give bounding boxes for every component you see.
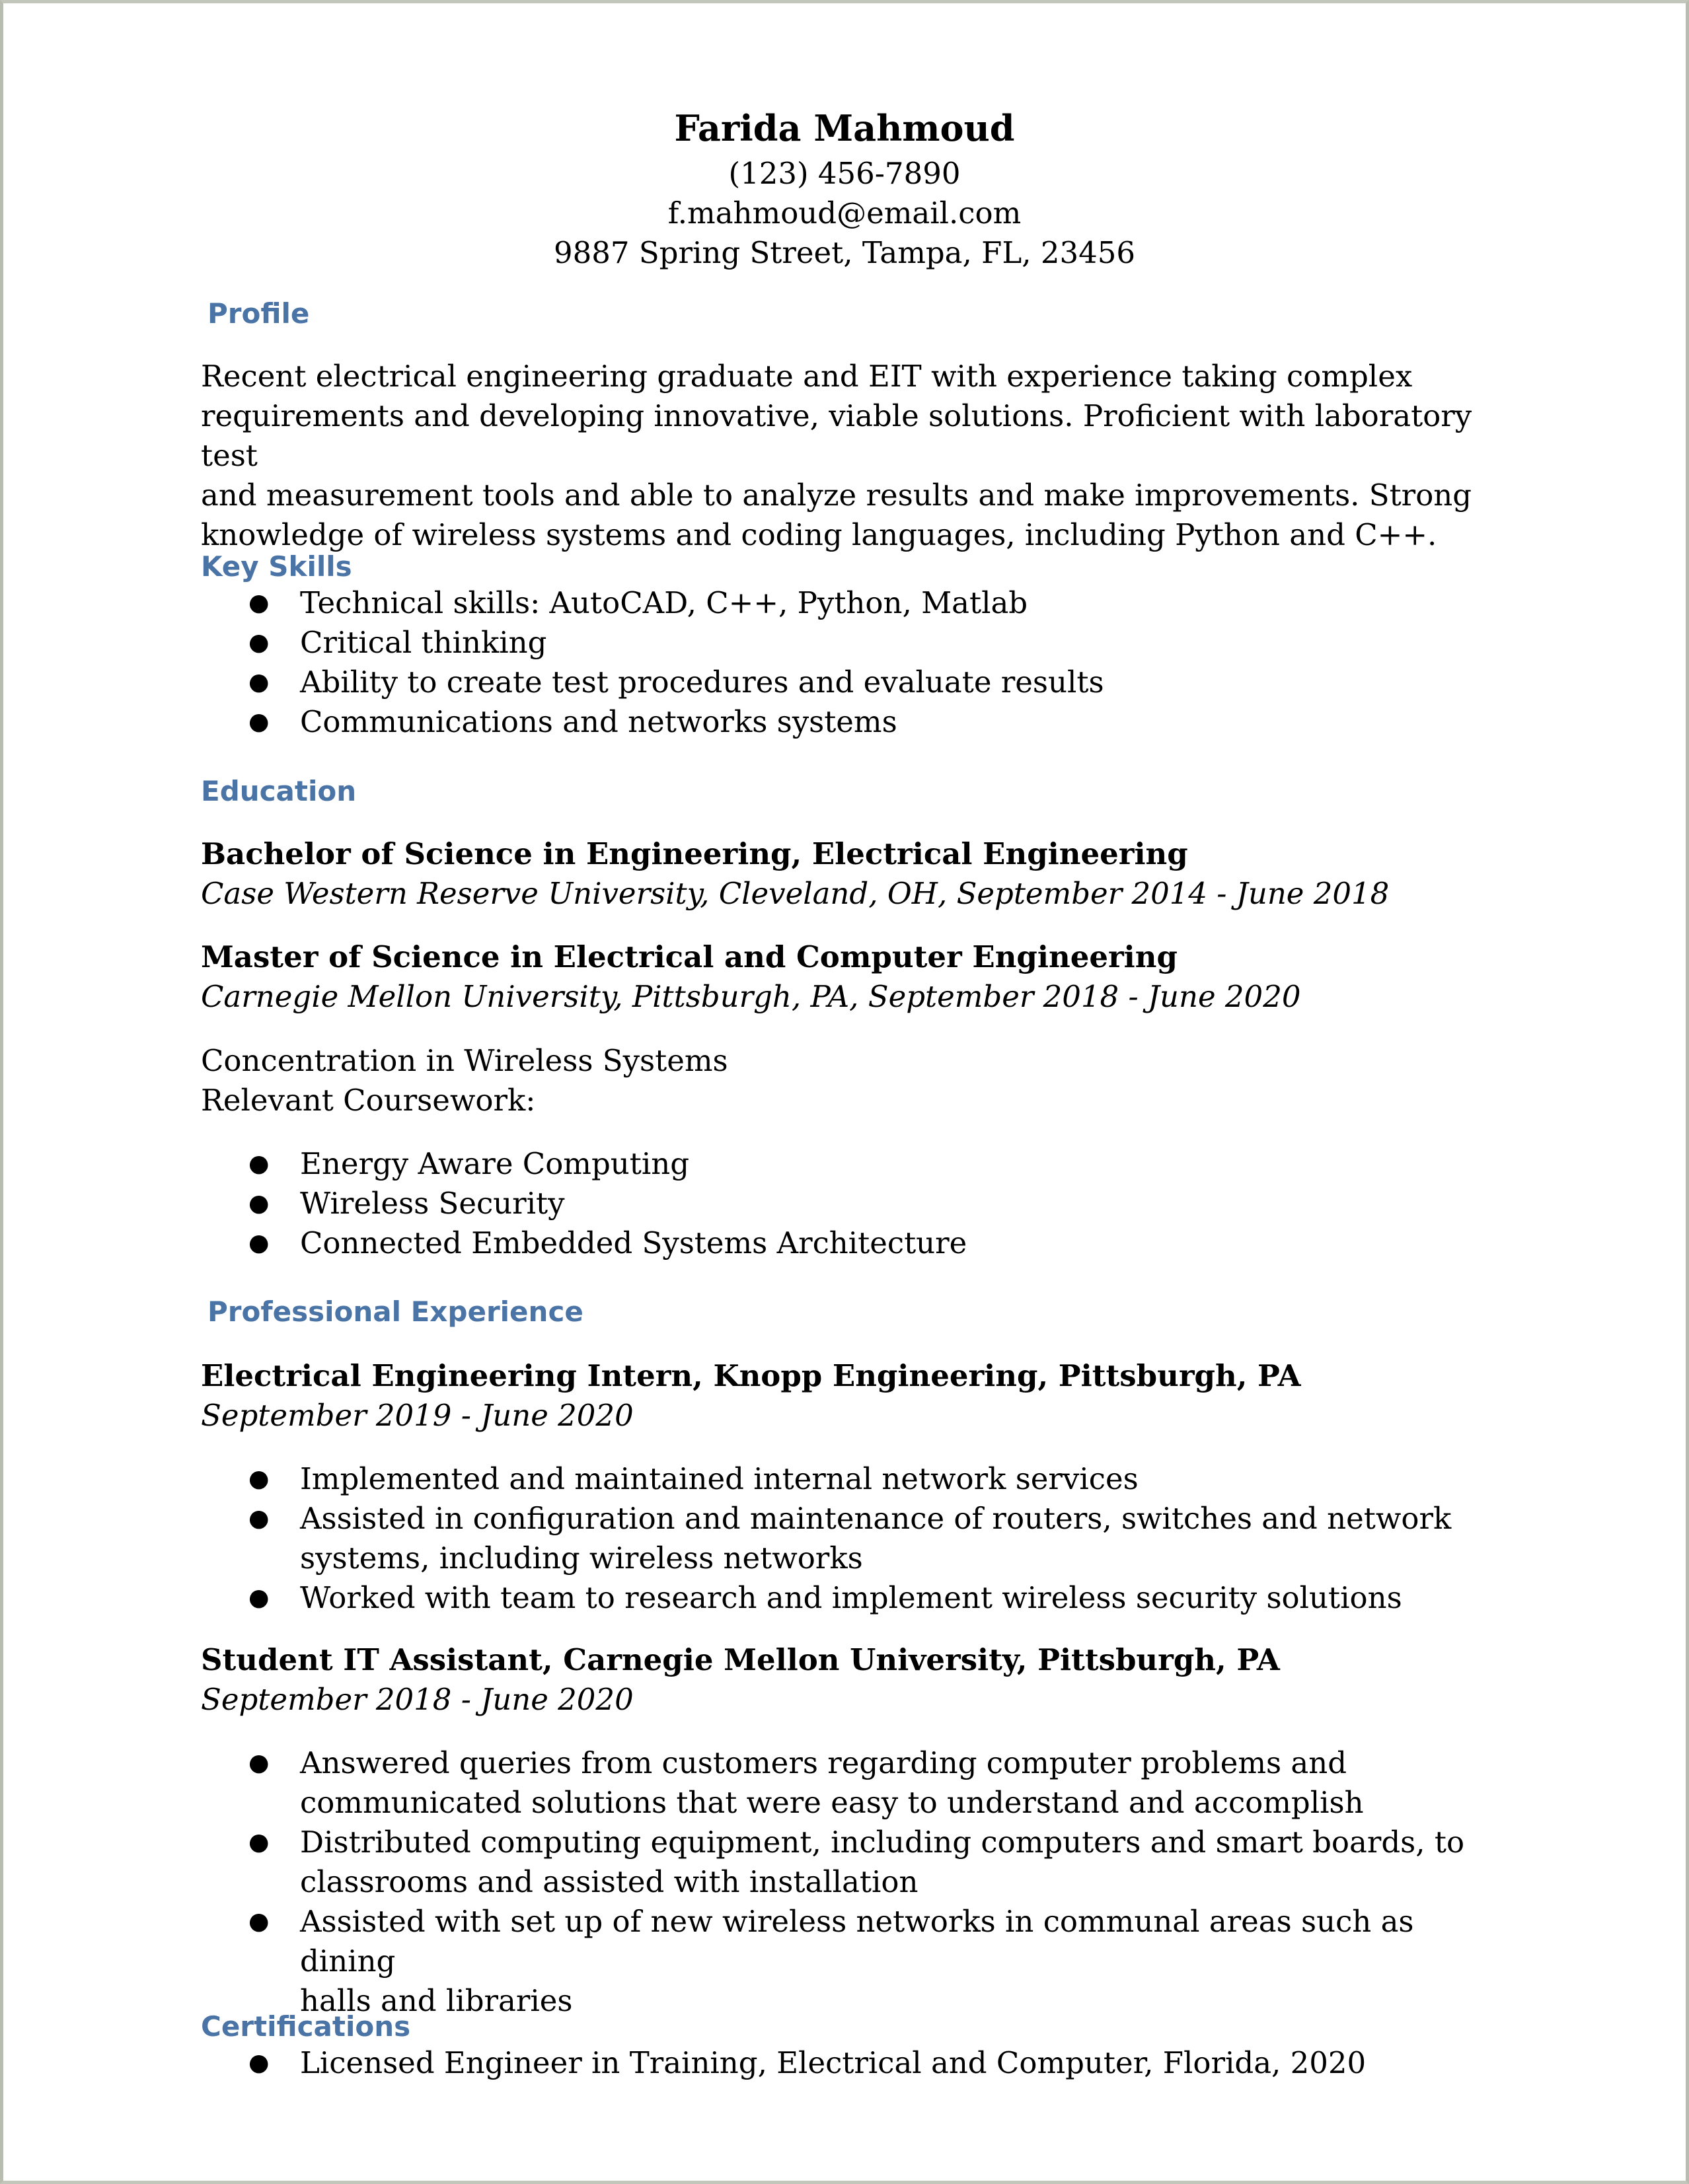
skills-list	[201, 583, 1516, 742]
job-bullets	[201, 1459, 1516, 1618]
candidate-name: Farida Mahmoud	[674, 107, 1015, 149]
bullet-icon: ●	[248, 1465, 270, 1492]
list-item: ● Assisted with set up of new wireless networks in communal areas such as dining halls and libraries	[201, 1902, 1516, 2021]
list-item: ● Ability to create test procedures and evaluate results	[201, 663, 1516, 702]
list-item: ● Connected Embedded Systems Architecture	[201, 1223, 1516, 1263]
bullet-icon: ●	[248, 1150, 270, 1177]
profile-line: knowledge of wireless systems and coding languages, including Python and C++.	[201, 517, 1437, 552]
email-address: f.mahmoud@email.com	[667, 196, 1022, 231]
list-item: ● Distributed computing equipment, including computers and smart boards, to classrooms and assisted with installation	[201, 1823, 1516, 1902]
list-item: ● Critical thinking	[201, 623, 1516, 663]
list-item: ● Wireless Security	[201, 1184, 1516, 1223]
section-title-key-skills: Key Skills	[201, 550, 352, 583]
section-title-education: Education	[201, 775, 357, 807]
coursework-list	[201, 1144, 1516, 1263]
list-item: ● Energy Aware Computing	[201, 1144, 1516, 1184]
section-title-professional-experience: Professional Experience	[207, 1295, 583, 1328]
list-item: ● Licensed Engineer in Training, Electrical and Computer, Florida, 2020	[201, 2043, 1516, 2083]
profile-summary	[201, 357, 1516, 555]
bullet-icon: ●	[248, 589, 270, 616]
bullet-icon: ●	[248, 1749, 270, 1776]
degree-title: Master of Science in Electrical and Computer Engineering	[201, 939, 1178, 974]
bullet-icon: ●	[248, 1229, 270, 1256]
job-dates: September 2019 - June 2020	[201, 1398, 634, 1433]
list-item: ● Implemented and maintained internal network services	[201, 1459, 1516, 1499]
list-item: ● Technical skills: AutoCAD, C++, Python, Matlab	[201, 583, 1516, 623]
section-title-certifications: Certifications	[201, 2010, 411, 2043]
list-item: ● Assisted in configuration and maintenance of routers, switches and network systems, including wireless networks	[201, 1499, 1516, 1578]
resume-header	[3, 102, 1686, 273]
coursework-label: Relevant Coursework:	[201, 1083, 536, 1118]
job-title: Electrical Engineering Intern, Knopp Engineering, Pittsburgh, PA	[201, 1358, 1301, 1393]
bullet-icon: ●	[248, 1908, 270, 1935]
profile-line: requirements and developing innovative, viable solutions. Proficient with laboratory test	[201, 398, 1472, 473]
bullet-icon: ●	[248, 1505, 270, 1532]
phone-number: (123) 456-7890	[728, 156, 961, 191]
bullet-icon: ●	[248, 629, 270, 656]
profile-line: and measurement tools and able to analyze results and make improvements. Strong	[201, 478, 1472, 513]
profile-line: Recent electrical engineering graduate and EIT with experience taking complex	[201, 359, 1413, 394]
list-item: ● Answered queries from customers regarding computer problems and communicated solutions that were easy to understand and accomplish	[201, 1743, 1516, 1823]
bullet-icon: ●	[248, 2049, 270, 2076]
list-item: ● Worked with team to research and implement wireless security solutions	[201, 1578, 1516, 1618]
bullet-icon: ●	[248, 1829, 270, 1856]
bullet-icon: ●	[248, 669, 270, 696]
job-bullets	[201, 1743, 1516, 2021]
degree-detail: Carnegie Mellon University, Pittsburgh, PA, September 2018 - June 2020	[201, 979, 1301, 1014]
section-title-profile: Profile	[207, 297, 310, 330]
job-dates: September 2018 - June 2020	[201, 1682, 634, 1717]
list-item: ● Communications and networks systems	[201, 702, 1516, 742]
bullet-icon: ●	[248, 1190, 270, 1217]
degree-title: Bachelor of Science in Engineering, Electrical Engineering	[201, 836, 1188, 871]
bullet-icon: ●	[248, 708, 270, 735]
job-title: Student IT Assistant, Carnegie Mellon University, Pittsburgh, PA	[201, 1642, 1280, 1677]
certifications-list	[201, 2043, 1516, 2083]
degree-detail: Case Western Reserve University, Cleveland, OH, September 2014 - June 2018	[201, 876, 1390, 911]
concentration: Concentration in Wireless Systems	[201, 1043, 728, 1078]
street-address: 9887 Spring Street, Tampa, FL, 23456	[554, 235, 1135, 270]
bullet-icon: ●	[248, 1584, 270, 1611]
